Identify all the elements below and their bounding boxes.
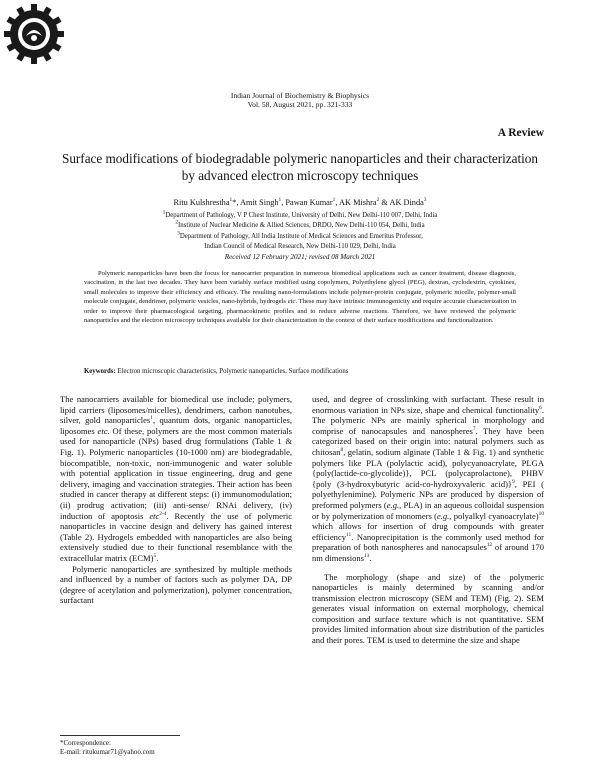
keywords-text: Electron microscopic characteristics, Polymeric nanoparticles, Surface modifications	[115, 368, 349, 375]
footnote-correspondence: *Correspondence:	[60, 739, 111, 747]
received-dates: Received 12 February 2021; revised 08 March 2021	[224, 253, 376, 261]
keywords	[84, 367, 516, 376]
journal-logo	[2, 2, 66, 66]
body-column-left	[60, 394, 292, 606]
cog-emblem-icon	[2, 2, 66, 66]
journal-name: Indian Journal of Biochemistry & Biophysics	[230, 91, 370, 100]
paragraph: The morphology (shape and size) of the polymeric nanoparticles is mainly determined by scanning and/or transmission electron microscopy (SEM and TEM) (Fig. 2). SEM generates visual information on external morphology, chemical composition and surface texture which is not quantitative. SEM provides limited information about size distribution of the particles and their pores. TEM is used to determine the size and shape	[312, 571, 544, 646]
affiliation-3-continued: Indian Council of Medical Research, New Delhi-110 029, Delhi, India	[204, 243, 396, 250]
abstract: Polymeric nanoparticles have been the focus for nanocarrier preparation in numerous biomedical applications such as cancer treatment, disease diagnosis, vaccination, in the last two decades. They have been variably surface modified using copolymers, Polyethylene glycol (PEG), dextran, cyclodextrin, cytokines, small molecules to improve their efficiency and efficacy. The resulting nano-formulations include polymer-protein conjugate, polymeric micelle, polymer-small molecule conjugate, dendrimer, polymeric vesicles, nano-hybrids, hydrogels etc. These may have intrinsic immunogenicity and require accurate characterization in order to improve their pharmacological targeting, pharmacokinetic profiles and to reduce adverse reactions. Therefore, we have reviewed the polymeric nanoparticles and the electron microscopy techniques available for their characterization in the context of their surface modifications and functionalization.	[84, 270, 516, 325]
author-list: Ritu Kulshrestha$^1$*, Amit Singh$^1$, Pawan Kumar$^1$, AK Mishra$^2$ & AK Dinda$^3$	[173, 197, 427, 207]
paragraph: The nanocarriers available for biomedical use include; polymers, lipid carriers (liposomes/micelles), dendrimers, carbon nanotubes, silver, gold nanoparticles$^1$, quantum dots, organic nanoparticles, liposomes etc. Of these, polymers are the most common materials used for nanoparticle (NPs) based drug formulations (Table 1 & Fig. 1). Polymeric nanoparticles (10-1000 nm) are biodegradable, biocompatible, non-toxic, non-immunogenic and water soluble with potential application in tissue engineering, drug and gene delivery, imaging and vaccination strategies. Their action has been studied in cancer therapy at different steps: (i) immunomodulation; (ii) prodrug activation; (iii) anti-sense/ RNAi delivery, (iv) induction of apoptosis etc$^{2-4}$. Recently the use of polymeric nanoparticles in vaccine design and delivery has gained interest (Table 2). Hydrogels embedded with nanoparticles are also being extensively studied due to their functional resemblance with the extracellular matrix (ECM)$^5$.	[60, 394, 292, 563]
paragraph: used, and degree of crosslinking with surfactant. These result in enormous variation in NPs size, shape and chemical functionality$^6$. The polymeric NPs are mainly spherical in morphology and comprise of nanocapsules and nanospheres$^7$. They have been categorized based on their origin into: natural polymers such as chitosan$^8$, gelatin, sodium alginate (Table 1 & Fig. 1) and synthetic polymers like PLA (polylactic acid), polycyanoacrylate, PLGA {poly(lactide-co-glycolide)}, PCL (polycaprolactone), PHBV {poly (3-hydroxybutyric acid-co-hydroxyvaleric acid)}$^9$, PEI ( polyethylenimine). Polymeric NPs are produced by dispersion of preformed polymers (e.g., PLA) in an aqueous colloidal suspension or by polymerization of monomers (e.g., polyalkyl cyanoacrylate)$^{10}$ which allows for insertion of drug compounds with greater efficiency$^{11}$. Nanoprecipitation is the commonly used method for preparation of both nanospheres and nanocapsules$^{12}$ of around 170 nm dimensions$^{13}$.	[312, 394, 545, 563]
affiliation-2: $^2$Institute of Nuclear Medicine & Allied Sciences, DRDO, New Delhi-110 054, Delhi, India	[175, 219, 425, 229]
keywords-label: Keywords:	[84, 368, 116, 375]
volume-line: Vol. 58, August 2021, pp. 321-333	[247, 100, 353, 109]
paragraph: Polymeric nanoparticles are synthesized by multiple methods and influenced by a number of factors such as polymer DA, DP (degree of acetylation and polymerization), polymer concentration, surfactant	[60, 563, 292, 606]
article-type: A Review	[497, 127, 544, 139]
footnote-divider	[60, 735, 180, 736]
body-column-right	[312, 394, 544, 646]
affiliation-1: $^1$Department of Pathology, V P Chest Institute, University of Delhi, New Delhi-110 007, Delhi, India	[162, 209, 438, 219]
article-title: Surface modifications of biodegradable polymeric nanoparticles and their characterization by advanced electron microscopy techniques	[61, 151, 538, 183]
affiliation-3: $^3$Department of Pathology, All India Institute of Medical Sciences and Emeritus Professor,	[177, 230, 423, 240]
footnote-email: E-mail: ritukumar71@yahoo.com	[60, 748, 155, 756]
